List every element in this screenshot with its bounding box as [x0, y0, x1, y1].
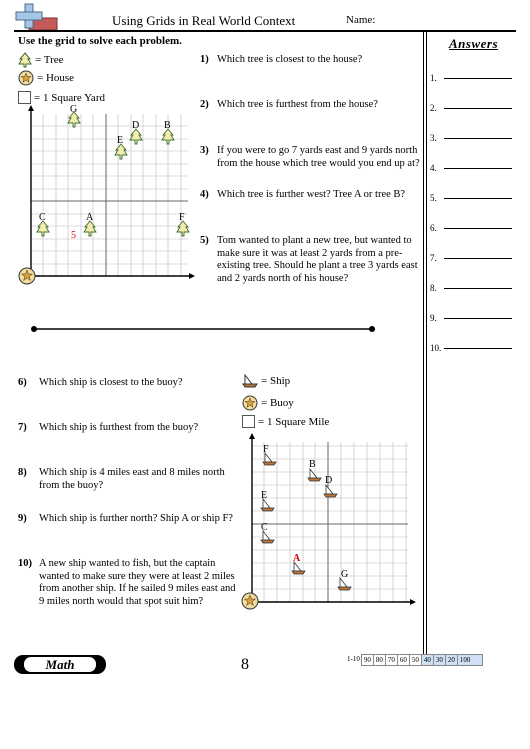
house-star-icon [19, 268, 35, 284]
legend-square-yard [18, 91, 105, 104]
tree-label-c: C [39, 212, 46, 223]
answer-line[interactable] [444, 138, 512, 139]
legend-tree [18, 52, 64, 68]
answer-line[interactable] [444, 168, 512, 169]
question-3: 3) If you were to go 7 yards east and 9 yards north from the house which tree would you end up at? [200, 145, 420, 169]
buoy-star-icon [242, 593, 258, 609]
answer-list [430, 68, 520, 368]
page-number: 8 [241, 656, 249, 673]
tree-label-g: G [70, 104, 78, 115]
subject-label: Math [24, 657, 96, 672]
legend-square-mile [242, 415, 329, 428]
legend-house-label: = House [37, 72, 75, 84]
worksheet-title: Using Grids in Real World Context [112, 13, 296, 28]
legend-ship [242, 374, 290, 388]
tree-grid [16, 104, 196, 290]
tree-icon [18, 52, 32, 68]
answer-row-7: 7. [430, 248, 520, 278]
answer-line[interactable] [444, 78, 512, 79]
ship-label-e: E [261, 490, 268, 501]
question-4: 4) Which tree is further west? Tree A or tree B? [200, 189, 406, 200]
tree-label-f: F [179, 212, 185, 223]
ship-label-g: G [341, 569, 349, 580]
answer-row-2: 2. [430, 98, 520, 128]
answer-column-divider [423, 30, 424, 666]
plus-minus-logo [14, 2, 60, 32]
answer-line[interactable] [444, 228, 512, 229]
ship-label-d: D [325, 475, 333, 486]
answer-line[interactable] [444, 318, 512, 319]
answers-title: Answers [449, 36, 499, 51]
ship-icon [242, 374, 258, 388]
tree-label-a: A [86, 212, 94, 223]
answer-line[interactable] [444, 348, 512, 349]
legend-ship-label: = Ship [261, 375, 291, 387]
legend-buoy [242, 395, 294, 411]
subject-badge [14, 655, 106, 674]
ship-grid [238, 432, 418, 612]
answer-line[interactable] [444, 258, 512, 259]
house-star-icon [18, 70, 34, 86]
section-divider [30, 324, 376, 334]
answer-row-6: 6. [430, 218, 520, 248]
question-9: 9) Which ship is further north? Ship A or ship F? [18, 513, 233, 524]
instructions: Use the grid to solve each problem. [18, 35, 182, 47]
ship-label-f: F [263, 444, 269, 455]
question-5: 5) Tom wanted to plant a new tree, but wanted to make sure it was at least 2 yards from a pre-existing tree. Should he plant a tree 3 yards east and 2 yards north of his house? [200, 235, 418, 284]
square-icon [242, 415, 255, 428]
answer-row-5: 5. [430, 188, 520, 218]
question-2: 2) Which tree is furthest from the house? [200, 99, 378, 110]
name-label: Name: [346, 14, 376, 26]
ship-label-a: A [293, 553, 301, 564]
legend-house [18, 70, 74, 86]
legend-tree-label: = Tree [35, 54, 64, 66]
ship-label-c: C [261, 522, 268, 533]
question-6: 6) Which ship is closest to the buoy? [18, 377, 183, 388]
legend-square-mile-label: = 1 Square Mile [258, 415, 330, 428]
question-10: 10) A new ship wanted to fish, but the captain wanted to make sure they were at least 2 miles from another ship. If he sailed 9 miles east and 9 miles north would that spot suit him? [18, 558, 236, 607]
question-8: 8) Which ship is 4 miles east and 8 miles north from the buoy? [18, 467, 225, 491]
header-rule [14, 30, 516, 32]
tree-label-e: E [117, 135, 124, 146]
legend-square-label: = 1 Square Yard [34, 91, 105, 104]
answer-row-10: 10. [430, 338, 520, 368]
answer-line[interactable] [444, 198, 512, 199]
legend-buoy-label: = Buoy [261, 397, 294, 409]
ship-label-b: B [309, 459, 316, 470]
answer-column-divider-inner [426, 30, 427, 666]
answer-line[interactable] [444, 108, 512, 109]
answer-row-9: 9. [430, 308, 520, 338]
tree-label-d: D [132, 120, 140, 131]
question-7: 7) Which ship is furthest from the buoy? [18, 422, 199, 433]
question-1: 1) Which tree is closest to the house? [200, 54, 363, 65]
answer-row-4: 4. [430, 158, 520, 188]
tree-label-b: B [164, 120, 171, 131]
score-scale: 1-10 90 80 70 60 50 40 30 20 100 [346, 654, 483, 666]
answer-row-1: 1. [430, 68, 520, 98]
answer-row-8: 8. [430, 278, 520, 308]
answer-row-3: 3. [430, 128, 520, 158]
answer-line[interactable] [444, 288, 512, 289]
red-mark-5: 5 [71, 230, 76, 241]
buoy-star-icon [242, 395, 258, 411]
square-icon [18, 91, 31, 104]
